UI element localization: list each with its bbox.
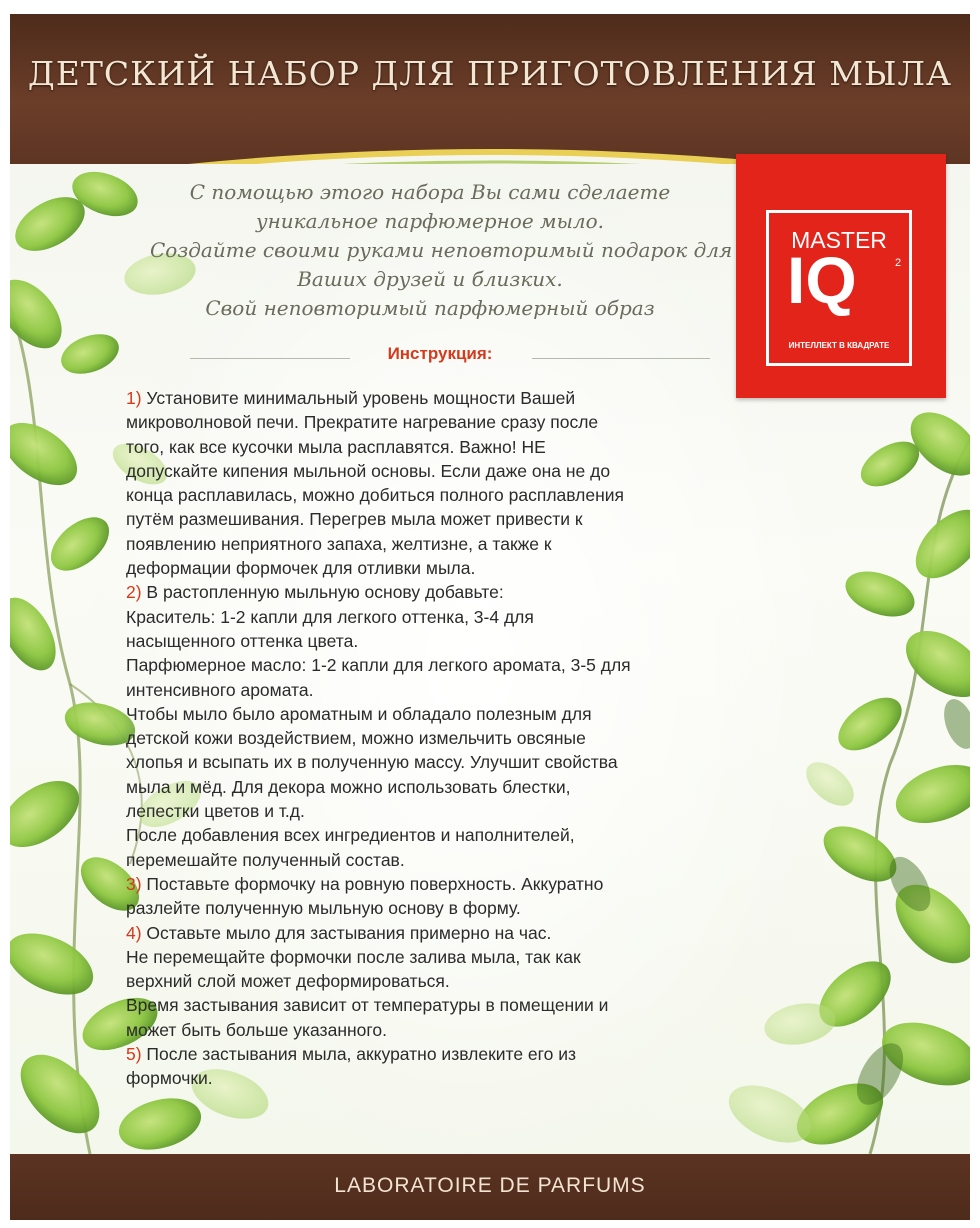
footer-brand: LABORATOIRE DE PARFUMS — [334, 1174, 646, 1197]
step-number: 2) — [126, 582, 142, 603]
instruction-line — [126, 386, 786, 410]
logo-frame — [766, 210, 912, 366]
step-number: 4) — [126, 922, 142, 943]
instruction-line — [126, 678, 786, 702]
instruction-text: лепестки цветов и т.д. — [126, 801, 305, 822]
instruction-line — [126, 1018, 786, 1042]
instruction-text: Не перемещайте формочки после залива мыла, так как — [126, 946, 581, 967]
footer-band — [10, 1154, 970, 1220]
instruction-text: конца расплавилась, можно добиться полного расплавления — [126, 485, 625, 506]
instruction-line — [126, 556, 786, 580]
instruction-text: путём размешивания. Перегрев мыла может привести к — [126, 509, 583, 530]
instruction-line — [126, 629, 786, 653]
logo-superscript: 2 — [895, 257, 902, 269]
instructions-body — [126, 386, 786, 1091]
intro-line: уникальное парфюмерное мыло. — [255, 209, 605, 233]
instruction-line — [126, 993, 786, 1017]
intro-line: Создайте своими руками неповторимый подарок для — [150, 238, 733, 262]
master-iq-logo — [736, 154, 946, 398]
instruction-line — [126, 726, 786, 750]
intro-line: С помощью этого набора Вы сами сделаете — [189, 180, 671, 204]
instructions-title: Инструкция: — [387, 344, 493, 363]
instruction-line — [126, 702, 786, 726]
instruction-text: перемешайте полученный состав. — [126, 849, 405, 870]
intro-line: Свой неповторимый парфюмерный образ — [205, 296, 655, 320]
step-number: 3) — [126, 873, 142, 894]
instruction-line — [126, 410, 786, 434]
instruction-line — [126, 775, 786, 799]
instruction-text: микроволновой печи. Прекратите нагревание сразу после — [126, 412, 599, 433]
intro-text — [150, 178, 733, 323]
instruction-text: Парфюмерное масло: 1-2 капли для легкого аромата, 3-5 для — [126, 655, 631, 676]
instructions-heading — [160, 344, 720, 374]
instruction-text: появлению неприятного запаха, желтизне, а также к — [126, 533, 552, 554]
instruction-line — [126, 945, 786, 969]
instruction-text: разлейте полученную мыльную основу в форму. — [126, 898, 521, 919]
instruction-text: может быть больше указанного. — [126, 1019, 387, 1040]
instruction-text: В растопленную мыльную основу добавьте: — [141, 582, 504, 603]
instruction-line — [126, 896, 786, 920]
instruction-text: Оставьте мыло для застывания примерно на час. — [141, 922, 552, 943]
step-number: 5) — [126, 1044, 142, 1065]
instruction-text: деформации формочек для отливки мыла. — [126, 558, 476, 579]
instruction-line — [126, 653, 786, 677]
instruction-text: детской кожи воздействием, можно измельчить овсяные — [126, 728, 586, 749]
intro-line: Ваших друзей и близких. — [297, 267, 563, 291]
instruction-text: Чтобы мыло было ароматным и обладало полезным для — [126, 703, 592, 724]
instruction-line — [126, 799, 786, 823]
instruction-line — [126, 921, 786, 945]
instruction-text: После застывания мыла, аккуратно извлеките его из — [141, 1044, 577, 1065]
instruction-line — [126, 459, 786, 483]
instruction-line — [126, 483, 786, 507]
instruction-line — [126, 532, 786, 556]
instruction-line — [126, 872, 786, 896]
instruction-text: Установите минимальный уровень мощности Вашей — [141, 388, 576, 408]
instruction-text: верхний слой может деформироваться. — [126, 971, 450, 992]
instruction-text: Поставьте формочку на ровную поверхность. Аккуратно — [141, 873, 604, 894]
header-title: ДЕТСКИЙ НАБОР ДЛЯ ПРИГОТОВЛЕНИЯ МЫЛА — [27, 54, 953, 93]
instruction-line — [126, 848, 786, 872]
instruction-text: Время застывания зависит от температуры в помещении и — [126, 995, 609, 1016]
step-number: 1) — [126, 388, 142, 408]
instruction-line — [126, 605, 786, 629]
logo-tagline: ИНТЕЛЛЕКТ В КВАДРАТЕ — [788, 341, 890, 350]
instruction-line — [126, 1042, 786, 1066]
instruction-text: допускайте кипения мыльной основы. Если даже она не до — [126, 460, 611, 481]
instruction-text: мыла и мёд. Для декора можно использовать блестки, — [126, 776, 571, 797]
instruction-text: хлопья и всыпать их в полученную массу. Улучшит свойства — [126, 752, 618, 773]
instruction-line — [126, 969, 786, 993]
instruction-line — [126, 507, 786, 531]
instruction-line — [126, 580, 786, 604]
instruction-line — [126, 823, 786, 847]
logo-iq-text: IQ — [787, 243, 857, 317]
instruction-text: интенсивного аромата. — [126, 679, 314, 700]
instruction-text: После добавления всех ингредиентов и наполнителей, — [126, 825, 575, 846]
divider-right — [532, 358, 710, 359]
instruction-text: Краситель: 1-2 капли для легкого оттенка, 3-4 для — [126, 606, 534, 627]
logo-master-text: MASTER — [791, 227, 887, 253]
instruction-text: формочки. — [126, 1068, 213, 1089]
instruction-text: насыщенного оттенка цвета. — [126, 630, 359, 651]
instruction-line — [126, 1066, 786, 1090]
instruction-line — [126, 750, 786, 774]
instruction-text: того, как все кусочки мыла расплавятся. Важно! НЕ — [126, 436, 546, 457]
instruction-line — [126, 435, 786, 459]
